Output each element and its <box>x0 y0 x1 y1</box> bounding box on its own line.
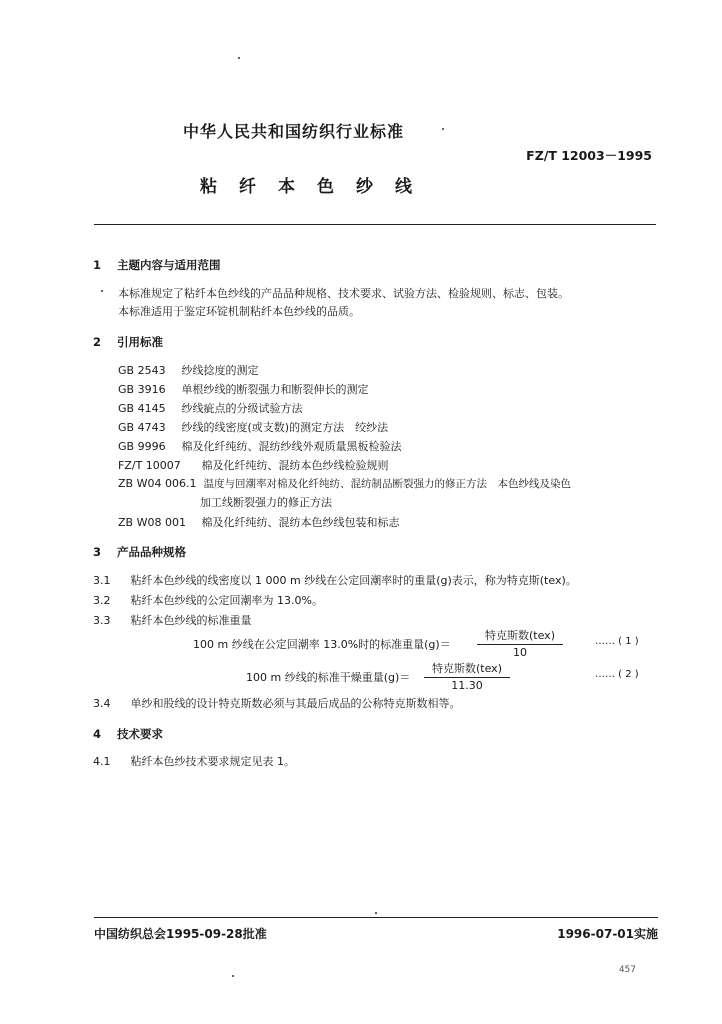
clause-number: 3.4 <box>93 697 111 710</box>
reference-code: GB 4145 <box>118 402 166 415</box>
equation-2-tag: …… ( 2 ) <box>595 669 639 680</box>
section-title: 主题内容与适用范围 <box>117 258 221 272</box>
reference-code: GB 9996 <box>118 440 166 453</box>
clause-number: 3.2 <box>93 594 111 607</box>
clause-text: 单纱和股线的设计特克斯数必须与其最后成品的公称特克斯数相等。 <box>130 697 461 710</box>
reference-item <box>118 476 571 491</box>
reference-item <box>118 381 369 397</box>
footer-rule <box>94 917 658 918</box>
reference-code: GB 3916 <box>118 383 166 396</box>
reference-item <box>118 457 389 473</box>
reference-title: 棉及化纤纯纺、混纺本色纱线检验规则 <box>201 459 389 472</box>
scan-speck <box>101 290 103 292</box>
section-title: 技术要求 <box>117 727 164 741</box>
fraction-denominator: 11.30 <box>451 679 483 692</box>
reference-code: GB 2543 <box>118 364 166 377</box>
equation-1-tag: …… ( 1 ) <box>595 636 639 647</box>
reference-title: 温度与回潮率对棉及化纤纯纺、混纺制品断裂强力的修正方法 本色纱线及染色 <box>203 478 571 490</box>
reference-title: 纱线疵点的分级试验方法 <box>181 402 303 415</box>
clause-number: 4.1 <box>93 755 111 768</box>
equation-2-lhs: 100 m 纱线的标准干燥重量(g)＝ <box>246 671 411 684</box>
issuing-standard-category: 中华人民共和国纺织行业标准 <box>183 122 405 141</box>
reference-code: GB 4743 <box>118 421 166 434</box>
reference-item <box>118 438 402 454</box>
reference-item <box>118 514 400 530</box>
approval-date: 中国纺织总会1995-09-28批准 <box>94 927 267 941</box>
section-number: 2 <box>93 335 102 349</box>
section-1-paragraph-1: 本标准规定了粘纤本色纱线的产品品种规格、技术要求、试验方法、检验规则、标志、包装。 <box>118 287 569 300</box>
section-number: 1 <box>93 258 102 272</box>
reference-code: ZB W04 006.1 <box>118 477 197 490</box>
scan-speck <box>375 912 377 914</box>
document-title: 粘纤本色纱线 <box>200 177 434 197</box>
section-number: 4 <box>93 727 102 741</box>
clause-3-2 <box>93 592 323 608</box>
section-number: 3 <box>93 545 102 559</box>
section-2-heading <box>93 334 163 350</box>
reference-item <box>118 419 388 435</box>
section-3-heading <box>93 544 186 560</box>
reference-title: 纱线的线密度(或支数)的测定方法 绞纱法 <box>181 421 389 434</box>
page-number: 457 <box>618 965 636 975</box>
clause-text: 粘纤本色纱技术要求规定见表 1。 <box>130 755 295 768</box>
scan-speck <box>232 975 234 977</box>
reference-item-continuation: 加工线断裂强力的修正方法 <box>200 496 332 509</box>
clause-text: 粘纤本色纱线的线密度以 1 000 m 纱线在公定回潮率时的重量(g)表示，称为特克斯(tex)。 <box>130 574 577 587</box>
reference-title: 纱线捻度的测定 <box>181 364 259 377</box>
equation-2-fraction <box>424 660 510 692</box>
clause-3-3 <box>93 612 252 628</box>
reference-title: 单根纱线的断裂强力和断裂伸长的测定 <box>181 383 369 396</box>
standard-number: FZ/T 12003－1995 <box>526 148 652 163</box>
scan-speck <box>238 57 240 59</box>
reference-title: 棉及化纤纯纺、混纺本色纱线包装和标志 <box>201 516 400 529</box>
clause-3-4 <box>93 695 461 711</box>
fraction-denominator: 10 <box>513 646 527 659</box>
fraction-numerator: 特克斯数(tex) <box>432 662 502 675</box>
section-4-heading <box>93 726 163 742</box>
reference-code: FZ/T 10007 <box>118 459 181 472</box>
clause-number: 3.1 <box>93 574 111 587</box>
section-1-paragraph-2: 本标准适用于鉴定环锭机制粘纤本色纱线的品质。 <box>118 305 360 318</box>
scan-speck <box>442 128 444 130</box>
clause-text: 粘纤本色纱线的公定回潮率为 13.0%。 <box>130 594 323 607</box>
clause-4-1 <box>93 753 295 769</box>
section-title: 产品品种规格 <box>117 545 187 559</box>
effective-date: 1996-07-01实施 <box>557 927 658 941</box>
reference-item <box>118 400 303 416</box>
fraction-bar <box>477 644 563 645</box>
reference-item <box>118 362 259 378</box>
reference-code: ZB W08 001 <box>118 516 186 529</box>
equation-1-fraction <box>477 627 563 659</box>
section-title: 引用标准 <box>117 335 164 349</box>
reference-title: 棉及化纤纯纺、混纺纱线外观质量黑板检验法 <box>181 440 402 453</box>
clause-3-1 <box>93 572 577 588</box>
clause-number: 3.3 <box>93 614 111 627</box>
header-rule <box>94 224 656 225</box>
clause-text: 粘纤本色纱线的标准重量 <box>130 614 252 627</box>
fraction-bar <box>424 677 510 678</box>
equation-1-lhs: 100 m 纱线在公定回潮率 13.0%时的标准重量(g)＝ <box>193 638 451 651</box>
section-1-heading <box>93 257 221 273</box>
fraction-numerator: 特克斯数(tex) <box>485 629 555 642</box>
